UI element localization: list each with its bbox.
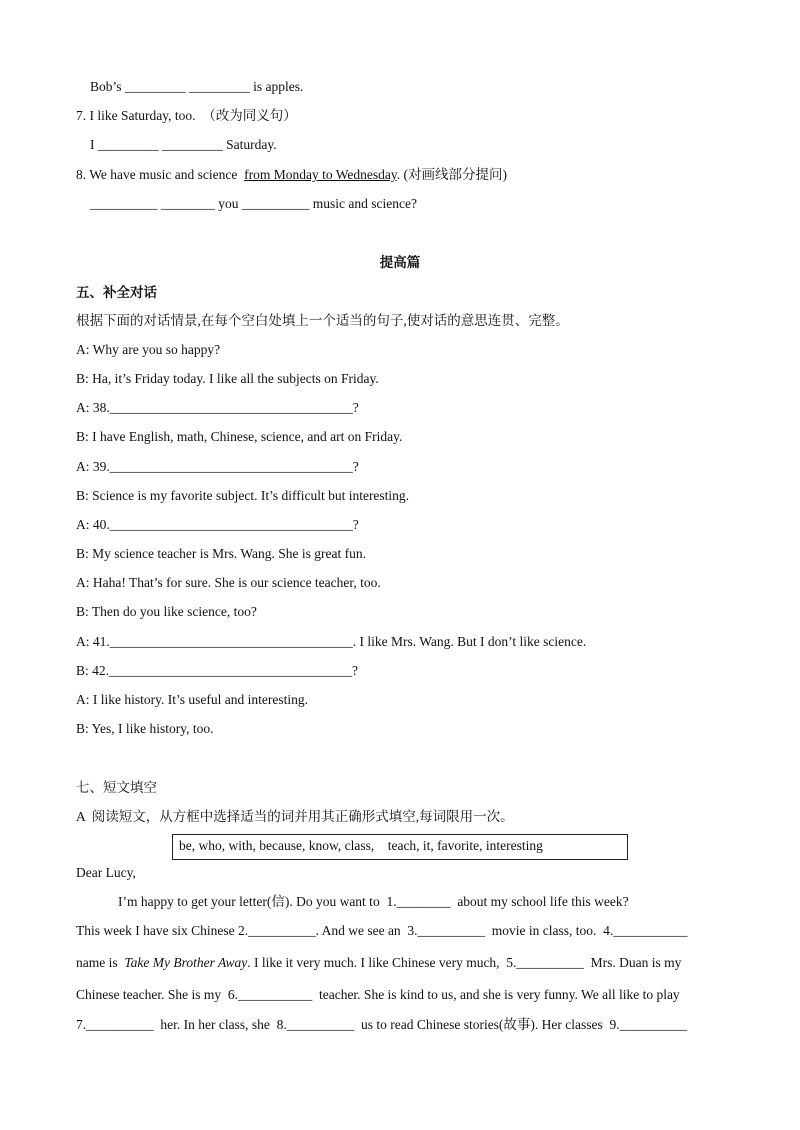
- question-7: 7. I like Saturday, too. （改为同义句）: [76, 108, 297, 123]
- passage-line-2: This week I have six Chinese 2.__________. And we see an 3.__________ movie in class, too. 4.___________: [76, 923, 688, 938]
- dialogue-line: A: Haha! That’s for sure. She is our science teacher, too.: [76, 575, 381, 590]
- dialogue-line: B: Science is my favorite subject. It’s difficult but interesting.: [76, 488, 410, 503]
- question-8: [76, 166, 507, 184]
- movie-title: Take My Brother Away: [124, 955, 248, 970]
- dialogue-line: B: My science teacher is Mrs. Wang. She is great fun.: [76, 546, 366, 561]
- question-8-instruction: . (对画线部分提问): [396, 167, 507, 182]
- dialogue-line-40: A: 40.____________________________________?: [76, 517, 359, 532]
- dialogue-line-38: A: 38.____________________________________?: [76, 400, 359, 415]
- part5-instruction: 根据下面的对话情景,在每个空白处填上一个适当的句子,使对话的意思连贯、完整。: [76, 313, 569, 328]
- word-box-text: be, who, with, because, know, class, teach, it, favorite, interesting: [179, 838, 543, 853]
- dialogue-line: B: Then do you like science, too?: [76, 604, 257, 619]
- question-7-blank-line: I _________ _________ Saturday.: [90, 137, 277, 152]
- dialogue-line: B: I have English, math, Chinese, science, and art on Friday.: [76, 429, 403, 444]
- part7-instruction: A 阅读短文，从方框中选择适当的词并用其正确形式填空,每词限用一次。: [76, 809, 514, 824]
- question-8-blank-line: __________ ________ you __________ music and science?: [90, 196, 417, 211]
- word-box: [172, 834, 628, 860]
- passage-line-3-rest: . I like it very much. I like Chinese very much, 5.__________ Mrs. Duan is my: [247, 955, 682, 970]
- section-title: 提高篇: [379, 255, 421, 270]
- dialogue-line-42: B: 42.____________________________________?: [76, 663, 358, 678]
- question-8-text: 8. We have music and science: [76, 167, 245, 182]
- passage-line-1: I’m happy to get your letter(信). Do you want to 1.________ about my school life this week?: [118, 894, 629, 909]
- dialogue-line: B: Ha, it’s Friday today. I like all the subjects on Friday.: [76, 371, 379, 386]
- part5-heading: 五、补全对话: [76, 285, 157, 300]
- dialogue-line-41: A: 41.____________________________________. I like Mrs. Wang. But I don’t like science.: [76, 634, 587, 649]
- passage-line-4: Chinese teacher. She is my 6.___________ teacher. She is kind to us, and she is very funny. We all like to play: [76, 987, 680, 1002]
- dialogue-line: B: Yes, I like history, too.: [76, 721, 214, 736]
- letter-salutation: Dear Lucy,: [76, 865, 136, 880]
- part7-heading: 七、短文填空: [76, 780, 157, 795]
- passage-line-3-text: name is: [76, 955, 125, 970]
- dialogue-line-39: A: 39.____________________________________?: [76, 459, 359, 474]
- question-6-blank-line: Bob’s _________ _________ is apples.: [90, 79, 304, 94]
- dialogue-line: A: Why are you so happy?: [76, 342, 221, 357]
- dialogue-line: A: I like history. It’s useful and interesting.: [76, 692, 308, 707]
- passage-line-3: [76, 954, 681, 972]
- passage-line-5: 7.__________ her. In her class, she 8.__________ us to read Chinese stories(故事). Her classes 9.__________: [76, 1017, 688, 1032]
- question-8-underlined: from Monday to Wednesday: [244, 167, 397, 182]
